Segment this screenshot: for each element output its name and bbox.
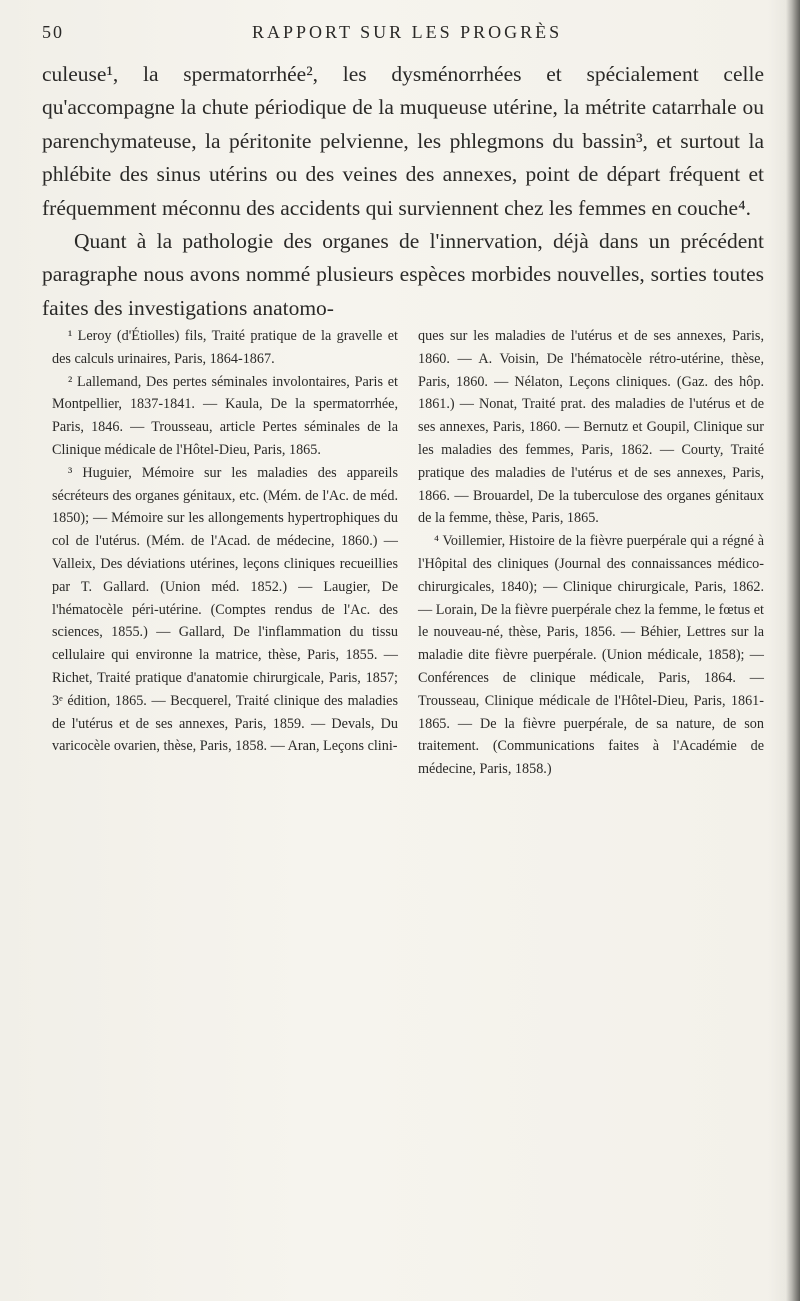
footnotes-right-column — [418, 325, 764, 781]
footnote-2: ² Lallemand, Des pertes séminales involontaires, Paris et Montpellier, 1837-1841. — Kaula, De la spermatorrhée, Paris, 1846. — Trousseau, article Pertes séminales de la Clinique médicale de l'Hôtel-Dieu, Paris, 1865. — [52, 373, 398, 458]
main-text — [42, 58, 764, 325]
page-edge-shadow — [786, 0, 800, 1301]
paragraph-2: Quant à la pathologie des organes de l'innervation, déjà dans un précédent paragraphe nous avons nommé plusieurs espèces morbides nouvelles, sorties toutes faites des investigations anatomo- — [42, 229, 764, 320]
page-number: 50 — [42, 22, 64, 42]
paragraph-1: culeuse¹, la spermatorrhée², les dysménorrhées et spécialement celle qu'accompagne la chute périodique de la muqueuse utérine, la métrite catarrhale ou parenchymateuse, la péritonite pelvienne, les phlegmons du bassin³, et surtout la phlébite des sinus utérins ou des veines des annexes, point de départ fréquent et fréquemment méconnu des accidents qui surviennent chez les femmes en couche⁴. — [42, 62, 764, 220]
footnote-1: ¹ Leroy (d'Étiolles) fils, Traité pratique de la gravelle et des calculs urinaires, Paris, 1864-1867. — [52, 328, 398, 367]
footnotes-left-column — [52, 325, 398, 758]
footnote-3-continued: ques sur les maladies de l'utérus et de ses annexes, Paris, 1860. — A. Voisin, De l'hématocèle rétro-utérine, thèse, Paris, 1860. — Nélaton, Leçons cliniques. (Gaz. des hôp. 1861.) — Nonat, Traité prat. des maladies de l'utérus et de ses annexes, Paris, 1860. — Bernutz et Goupil, Clinique sur les maladies des femmes, Paris, 1862. — Courty, Traité pratique des maladies de l'utérus et de ses annexes, Paris, 1866. — Brouardel, De la tuberculose des organes génitaux de la femme, thèse, Paris, 1865. — [418, 328, 764, 527]
footnote-3: ³ Huguier, Mémoire sur les maladies des appareils sécréteurs des organes génitaux, etc. (Mém. de l'Ac. de méd. 1850); — Mémoire sur les allongements hypertrophiques du col de l'utérus. (Mém. de l'Acad. de médecine, 1860.) — Valleix, Des déviations utérines, leçons cliniques recueillies par T. Gallard. (Union méd. 1852.) — Laugier, De l'hématocèle péri-utérine. (Comptes rendus de l'Ac. des sciences, 1855.) — Gallard, De l'inflammation du tissu cellulaire qui environne la matrice, thèse, Paris, 1855. — Richet, Traité pratique d'anatomie chirurgicale, Paris, 1857; 3ᵉ édition, 1865. — Becquerel, Traité clinique des maladies de l'utérus et de ses annexes, Paris, 1859. — Devals, Du varicocèle ovarien, thèse, Paris, 1858. — Aran, Leçons clini- — [52, 464, 398, 755]
page-header — [42, 12, 764, 52]
footnote-4: ⁴ Voillemier, Histoire de la fièvre puerpérale qui a régné à l'Hôpital des cliniques (Journal des connaissances médico-chirurgicales, 1840); — Clinique chirurgicale, Paris, 1862. — Lorain, De la fièvre puerpérale chez la femme, le fœtus et le nouveau-né, thèse, Paris, 1856. — Béhier, Lettres sur la maladie dite fièvre puerpérale. (Union médicale, 1858); — Conférences de clinique médicale, Paris, 1864. — Trousseau, Clinique médicale de l'Hôtel-Dieu, Paris, 1861-1865. — De la fièvre puerpérale, de sa nature, de son traitement. (Communications faites à l'Académie de médecine, Paris, 1858.) — [418, 533, 764, 778]
running-head: RAPPORT SUR LES PROGRÈS — [252, 22, 563, 42]
